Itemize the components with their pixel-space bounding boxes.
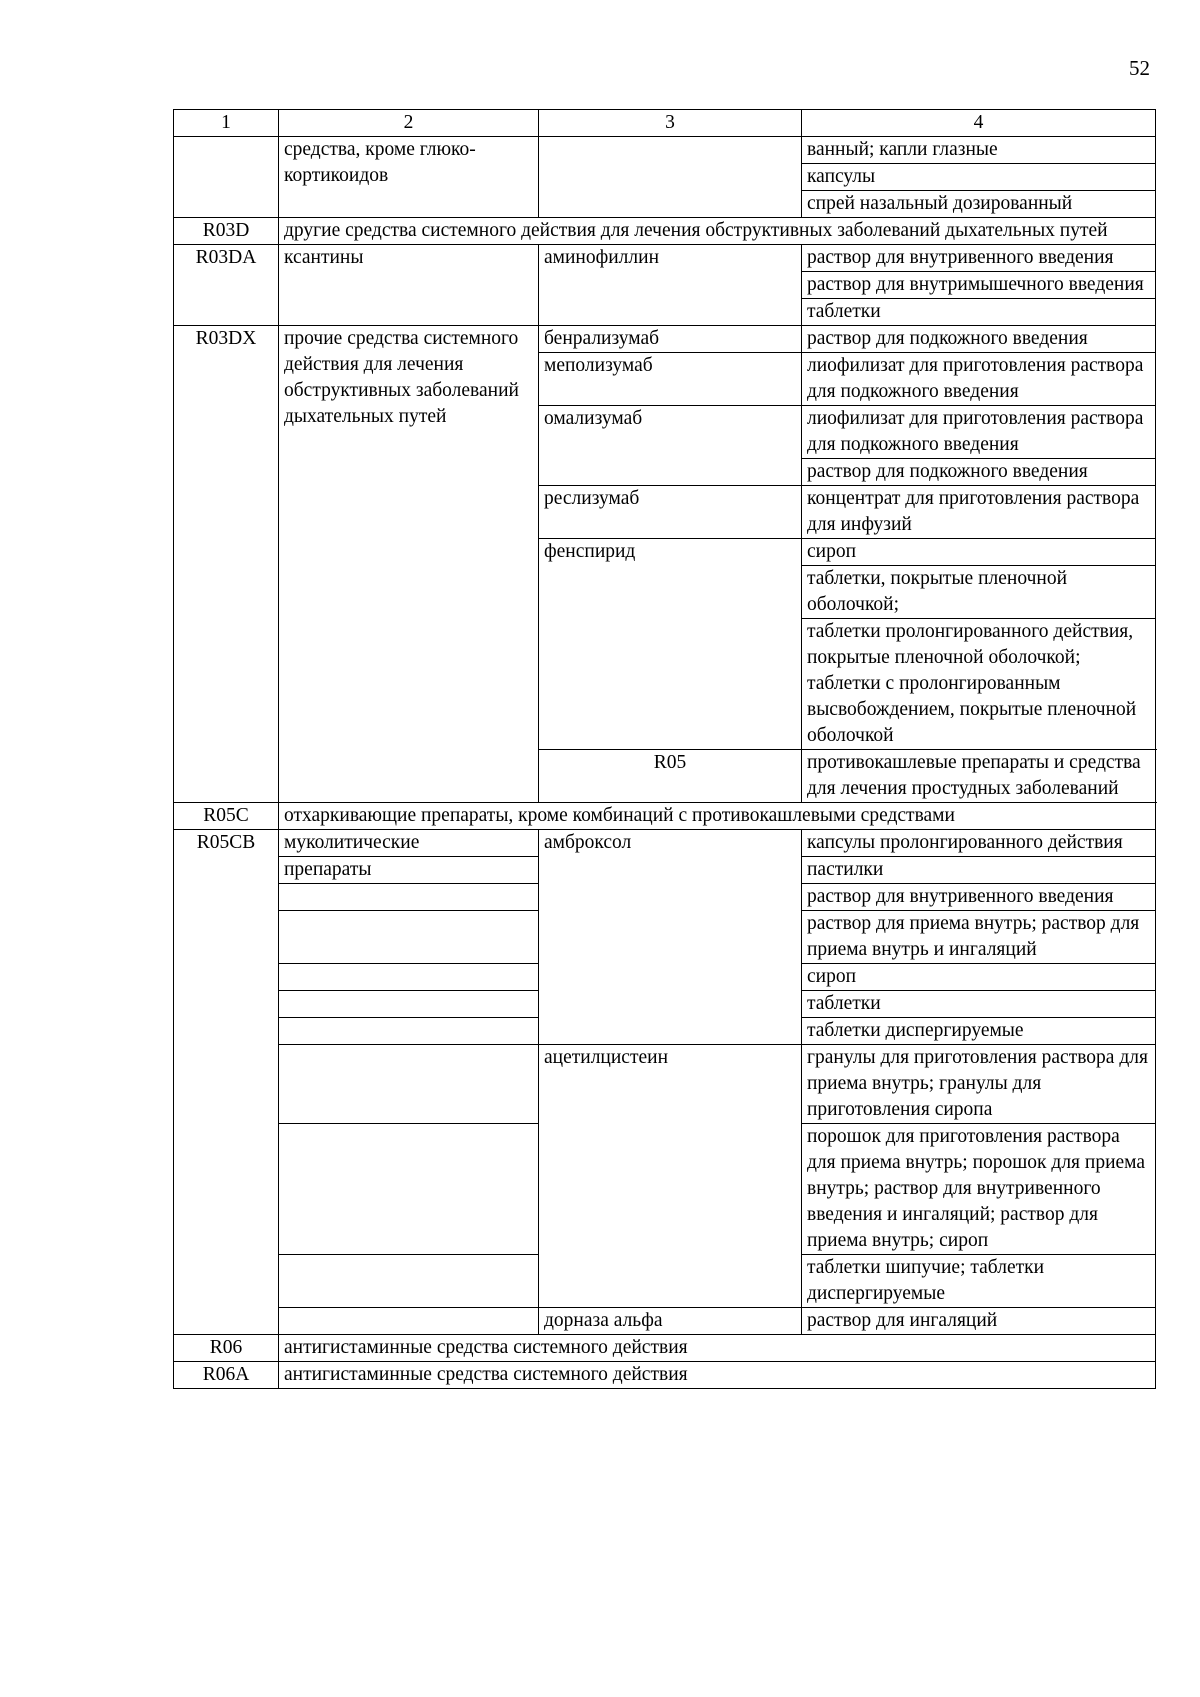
header-col-2: 2: [279, 110, 539, 137]
table-row: [174, 1335, 1156, 1362]
form-cell: спрей назальный дозированный: [802, 191, 1156, 218]
drug-cell: бенрализумаб: [539, 326, 802, 353]
group-name-cell: муколитические: [279, 830, 539, 857]
code-cell: R05C: [174, 803, 279, 830]
group-name-cell: [279, 884, 539, 911]
form-cell: таблетки: [802, 299, 1156, 326]
group-name-cell: антигистаминные средства системного действия: [279, 1335, 1156, 1362]
group-name-cell: другие средства системного действия для лечения обструктивных заболеваний дыхательных путей: [279, 218, 1156, 245]
form-cell: пастилки: [802, 857, 1156, 884]
header-col-4: 4: [802, 110, 1156, 137]
form-cell: сироп: [802, 964, 1156, 991]
table-row: [174, 1045, 1156, 1124]
table-row: [174, 326, 1156, 353]
code-cell: R05CB: [174, 830, 279, 1335]
group-name-cell: антигистаминные средства системного действия: [279, 1362, 1156, 1389]
code-cell: [174, 137, 279, 218]
code-cell: R06: [174, 1335, 279, 1362]
form-cell: раствор для внутривенного введения: [802, 884, 1156, 911]
drug-cell: амброксол: [539, 830, 802, 1045]
group-name-cell: [279, 1255, 539, 1308]
header-col-1: 1: [174, 110, 279, 137]
drug-cell: омализумаб: [539, 406, 802, 486]
group-name-cell: [279, 911, 539, 964]
table-row: [174, 137, 1156, 164]
table-row: [174, 218, 1156, 245]
group-name-cell: препараты: [279, 857, 539, 884]
group-name-cell: прочие средства системного действия для лечения обструктивных заболеваний дыхательных путей: [279, 326, 539, 803]
group-name-cell: [279, 991, 539, 1018]
drug-cell: реслизумаб: [539, 486, 802, 539]
header-col-3: 3: [539, 110, 802, 137]
form-cell: раствор для подкожного введения: [802, 459, 1156, 486]
group-name-cell: [279, 1308, 539, 1335]
form-cell: раствор для внутримышечного введения: [802, 272, 1156, 299]
form-cell: гранулы для приготовления раствора для приема внутрь; гранулы для приготовления сиропа: [802, 1045, 1156, 1124]
group-name-cell: отхаркивающие препараты, кроме комбинаций с противокашлевыми средствами: [279, 803, 1156, 830]
page-number: 52: [1129, 56, 1150, 80]
drug-cell: меполизумаб: [539, 353, 802, 406]
drug-cell: аминофиллин: [539, 245, 802, 326]
form-cell: порошок для приготовления раствора для приема внутрь; порошок для приема внутрь; раствор для внутривенного введения и ингаляций; раствор для приема внутрь; сироп: [802, 1124, 1156, 1255]
drug-cell: ацетилцистеин: [539, 1045, 802, 1308]
form-cell: таблетки, покрытые пленочной оболочкой;: [802, 566, 1156, 619]
form-cell: раствор для приема внутрь; раствор для приема внутрь и ингаляций: [802, 911, 1156, 964]
group-name-cell: [279, 964, 539, 991]
form-cell: раствор для ингаляций: [802, 1308, 1156, 1335]
group-name-cell: противокашлевые препараты и средства для лечения простудных заболеваний: [802, 750, 1156, 803]
group-name-cell: [279, 1124, 539, 1255]
code-cell: R03D: [174, 218, 279, 245]
code-cell: R06A: [174, 1362, 279, 1389]
group-name-cell: средства, кроме глюко-кортикоидов: [279, 137, 539, 218]
group-name-cell: ксантины: [279, 245, 539, 326]
form-cell: сироп: [802, 539, 1156, 566]
code-cell: R03DX: [174, 326, 279, 803]
form-cell: таблетки: [802, 991, 1156, 1018]
table-header-row: [174, 110, 1156, 137]
form-cell: раствор для подкожного введения: [802, 326, 1156, 353]
group-name-cell: [279, 1045, 539, 1124]
table-row: [174, 1362, 1156, 1389]
code-cell: R03DA: [174, 245, 279, 326]
table-row: [174, 830, 1156, 857]
drug-cell: [539, 137, 802, 218]
form-cell: раствор для внутривенного введения: [802, 245, 1156, 272]
table-row: [174, 245, 1156, 272]
drug-classification-table: [173, 109, 1156, 1389]
group-name-cell: [279, 1018, 539, 1045]
form-cell: капсулы пролонгированного действия: [802, 830, 1156, 857]
table-row: [174, 1308, 1156, 1335]
form-cell: таблетки шипучие; таблетки диспергируемые: [802, 1255, 1156, 1308]
form-cell: ванный; капли глазные: [802, 137, 1156, 164]
drug-cell: дорназа альфа: [539, 1308, 802, 1335]
table-row: [174, 803, 1156, 830]
form-cell: лиофилизат для приготовления раствора для подкожного введения: [802, 353, 1156, 406]
form-cell: таблетки диспергируемые: [802, 1018, 1156, 1045]
form-cell: лиофилизат для приготовления раствора для подкожного введения: [802, 406, 1156, 459]
code-cell: R05: [539, 750, 802, 803]
form-cell: концентрат для приготовления раствора для инфузий: [802, 486, 1156, 539]
form-cell: таблетки пролонгированного действия, покрытые пленочной оболочкой; таблетки с пролонгированным высвобождением, покрытые пленочной оболочкой: [802, 619, 1156, 750]
drug-cell: фенспирид: [539, 539, 802, 750]
form-cell: капсулы: [802, 164, 1156, 191]
